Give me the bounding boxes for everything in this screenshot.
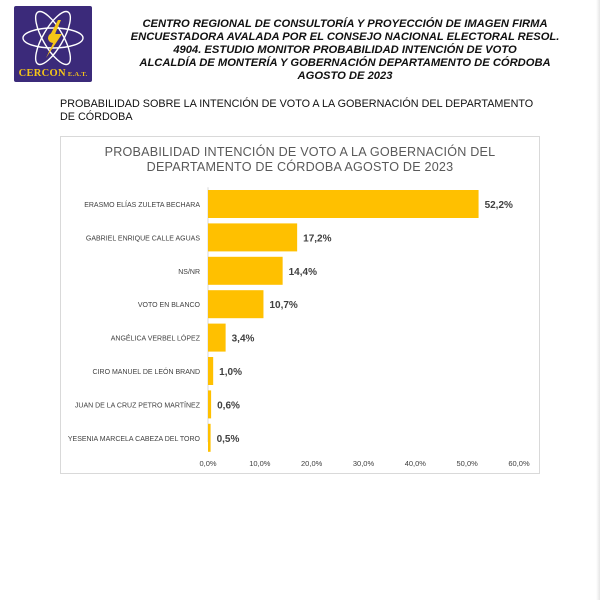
bar [208,257,283,285]
category-label: JUAN DE LA CRUZ PETRO MARTÍNEZ [74,402,200,410]
x-tick-label: 40,0% [404,459,426,468]
x-tick-label: 0,0% [199,459,217,468]
x-tick-label: 20,0% [301,459,323,468]
bar [208,290,263,318]
data-label: 0,5% [216,433,240,445]
data-label: 14,4% [288,266,317,278]
section-title: PROBABILIDAD SOBRE LA INTENCIÓN DE VOTO A LA GOBERNACIÓN DEL DEPARTAMENTO DE CÓRDOBA [60,98,534,123]
cercon-logo [14,6,92,82]
header-line: 4904. ESTUDIO MONITOR PROBABILIDAD INTENCIÓN DE VOTO [173,44,517,56]
category-label: NS/NR [178,268,200,276]
chart-title: PROBABILIDAD INTENCIÓN DE VOTO A LA GOBERNACIÓN DEL DEPARTAMENTO DE CÓRDOBA AGOSTO DE 2023 [104,145,496,174]
category-label: YESENIA MARCELA CABEZA DEL TORO [67,435,200,443]
bar [208,390,211,418]
header-line: CENTRO REGIONAL DE CONSULTORÍA Y PROYECCIÓN DE IMAGEN FIRMA [142,18,548,30]
report-header [110,18,580,83]
chart-container [60,136,540,474]
data-label: 1,0% [219,367,242,378]
data-label: 3,4% [231,333,255,345]
data-label: 0,6% [217,400,240,412]
x-tick-label: 60,0% [508,459,530,468]
category-label: ANGÉLICA VERBEL LÓPEZ [110,335,200,343]
photo-edge-shadow [596,0,600,600]
bar-chart [61,137,541,475]
bar [208,190,479,218]
category-label: VOTO EN BLANCO [137,302,200,310]
category-label: ERASMO ELÍAS ZULETA BECHARA [84,202,200,209]
bar [208,424,211,452]
header-line: AGOSTO DE 2023 [297,70,393,82]
data-label: 52,2% [484,200,513,211]
logo-wordmark: CERCON E.A.T. [18,68,88,79]
category-label: CIRO MANUEL DE LEÓN BRAND [92,369,200,376]
header-line: ALCALDÍA DE MONTERÍA Y GOBERNACIÓN DEPARTAMENTO DE CÓRDOBA [139,57,551,69]
bar [208,223,297,251]
bar [208,357,213,385]
bar [208,324,226,352]
x-tick-label: 50,0% [456,459,478,468]
data-label: 17,2% [303,233,332,245]
x-tick-label: 30,0% [352,459,375,468]
data-label: 10,7% [269,300,298,312]
header-line: ENCUESTADORA AVALADA POR EL CONSEJO NACIONAL ELECTORAL RESOL. [130,31,560,43]
category-label: GABRIEL ENRIQUE CALLE AGUAS [85,235,200,243]
x-tick-label: 10,0% [249,459,271,468]
